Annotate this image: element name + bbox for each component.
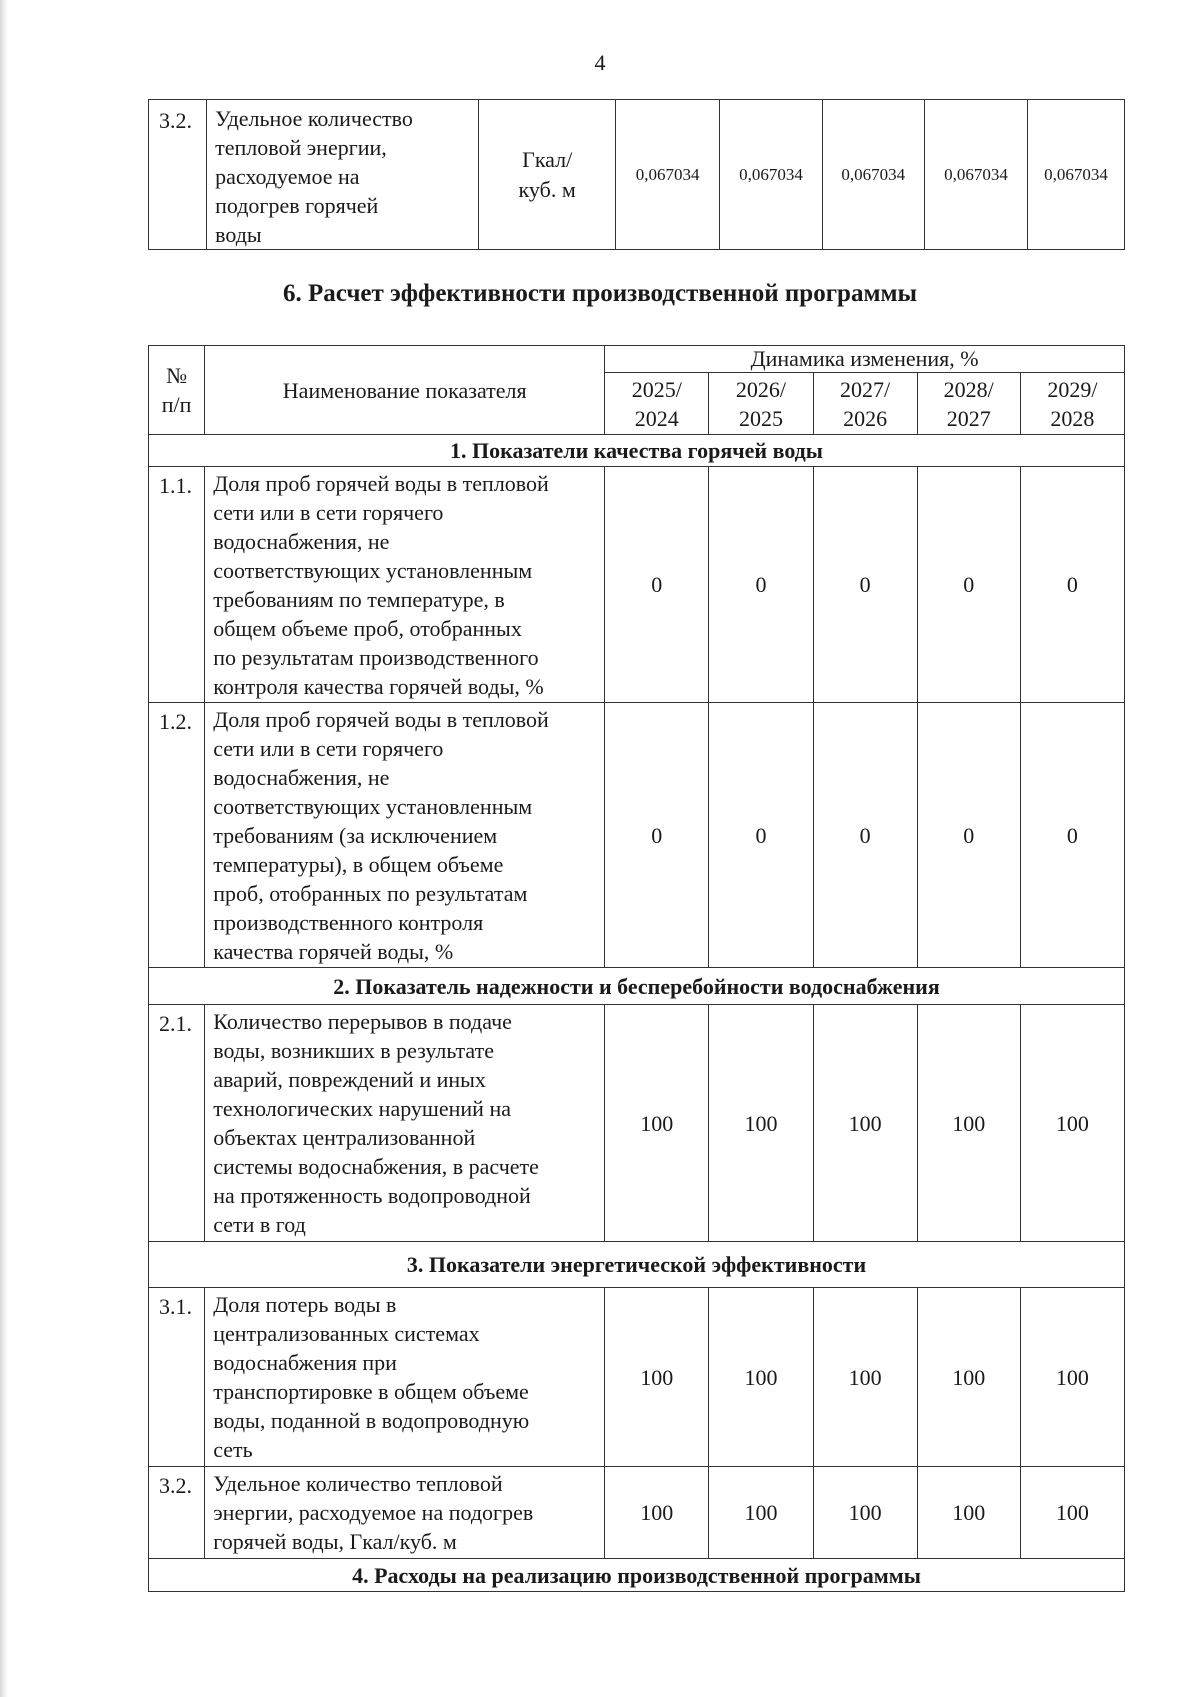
name-line: водоснабжения, не: [213, 529, 390, 554]
header-number-line: №: [166, 363, 188, 388]
row-number: 3.2.: [149, 100, 207, 250]
name-line: температуры), в общем объеме: [213, 852, 504, 877]
value-cell: 100: [813, 1005, 917, 1242]
name-line: Доля проб горячей воды в тепловой: [213, 707, 549, 732]
name-line: соответствующих установленным: [213, 794, 533, 819]
year-line: 2028/: [943, 376, 994, 402]
name-line: требованиям (за исключением: [213, 823, 498, 848]
year-line: 2029/: [1047, 376, 1098, 402]
name-line: технологических нарушений на: [213, 1096, 511, 1121]
section-row: [149, 435, 1125, 467]
name-line: на протяженность водопроводной: [213, 1183, 531, 1208]
carryover-table: [148, 99, 1125, 250]
value-cell: 0,067034: [822, 100, 924, 250]
value-cell: 0,067034: [1028, 100, 1125, 250]
section-row: [149, 1559, 1125, 1592]
section-heading: 6. Расчет эффективности производственной программы: [282, 280, 918, 307]
name-line: сети или в сети горячего: [213, 500, 444, 525]
value-cell: 100: [605, 1467, 709, 1559]
value-cell: 0,067034: [924, 100, 1027, 250]
indicator-name: [205, 1005, 605, 1242]
value-cell: 0: [605, 467, 709, 703]
value-cell: 0: [1020, 703, 1124, 968]
name-line: сети в год: [213, 1212, 306, 1237]
name-line: Доля потерь воды в: [213, 1292, 397, 1317]
row-number: 1.1.: [149, 467, 205, 703]
year-line: 2027: [946, 405, 991, 431]
section-row: [149, 968, 1125, 1005]
name-line: воды: [215, 222, 262, 247]
value-cell: 0,067034: [720, 100, 822, 250]
header-year: [813, 373, 917, 435]
value-cell: 100: [1020, 1005, 1124, 1242]
value-cell: 0: [917, 467, 1020, 703]
section-title: 3. Показатели энергетической эффективности: [149, 1242, 1125, 1288]
table-row: [149, 1288, 1125, 1467]
indicator-name: [205, 703, 605, 968]
year-line: 2024: [634, 405, 679, 431]
value-cell: 100: [813, 1467, 917, 1559]
name-line: Количество перерывов в подаче: [213, 1009, 512, 1034]
row-number: 2.1.: [149, 1005, 205, 1242]
name-line: водоснабжения, не: [213, 765, 390, 790]
header-dynamics: Динамика изменения, %: [605, 346, 1125, 373]
name-line: системы водоснабжения, в расчете: [213, 1154, 539, 1179]
row-number: 1.2.: [149, 703, 205, 968]
unit-line: куб. м: [518, 176, 576, 202]
header-year: [605, 373, 709, 435]
section-title: 1. Показатели качества горячей воды: [149, 435, 1125, 467]
unit-line: Гкал/: [522, 146, 573, 172]
name-line: проб, отобранных по результатам: [213, 881, 528, 906]
value-cell: 100: [917, 1467, 1020, 1559]
name-line: транспортировке в общем объеме: [213, 1379, 529, 1404]
name-line: соответствующих установленным: [213, 558, 533, 583]
year-line: 2028: [1050, 405, 1095, 431]
section-row: [149, 1242, 1125, 1288]
page-number: 4: [594, 50, 606, 75]
year-line: 2026/: [735, 376, 786, 402]
header-year: [709, 373, 813, 435]
name-line: сети или в сети горячего: [213, 736, 444, 761]
name-line: Доля проб горячей воды в тепловой: [213, 471, 549, 496]
year-line: 2026: [843, 405, 888, 431]
table-row: [149, 1005, 1125, 1242]
header-number: [149, 346, 205, 435]
value-cell: 100: [605, 1288, 709, 1467]
name-line: водоснабжения при: [213, 1350, 397, 1375]
year-line: 2025/: [631, 376, 682, 402]
indicator-name: [207, 100, 479, 250]
name-line: энергии, расходуемое на подогрев: [213, 1500, 534, 1525]
table-row: [149, 1467, 1125, 1559]
name-line: сеть: [213, 1437, 253, 1462]
name-line: производственного контроля: [213, 910, 484, 935]
header-indicator-name: Наименование показателя: [205, 346, 605, 435]
value-cell: 100: [709, 1467, 813, 1559]
table-row: [149, 100, 1125, 250]
year-line: 2025: [738, 405, 783, 431]
name-line: воды, возникших в результате: [213, 1038, 495, 1063]
row-number: 3.2.: [149, 1467, 205, 1559]
name-line: требованиям по температуре, в: [213, 587, 505, 612]
value-cell: 100: [1020, 1467, 1124, 1559]
value-cell: 0: [605, 703, 709, 968]
name-line: объектах централизованной: [213, 1125, 476, 1150]
name-line: аварий, повреждений и иных: [213, 1067, 486, 1092]
row-number: 3.1.: [149, 1288, 205, 1467]
value-cell: 100: [917, 1005, 1020, 1242]
value-cell: 0: [813, 467, 917, 703]
header-number-line: п/п: [161, 392, 192, 417]
section-title: 4. Расходы на реализацию производственной программы: [149, 1559, 1125, 1592]
table-row: [149, 467, 1125, 703]
value-cell: 100: [605, 1005, 709, 1242]
name-line: качества горячей воды, %: [213, 939, 454, 964]
name-line: Удельное количество тепловой: [213, 1471, 503, 1496]
value-cell: 0: [709, 467, 813, 703]
value-cell: 100: [709, 1288, 813, 1467]
name-line: воды, поданной в водопроводную: [213, 1408, 530, 1433]
name-line: расходуемое на: [215, 164, 360, 189]
table-row: [149, 703, 1125, 968]
scan-edge-shadow: [0, 0, 8, 1697]
efficiency-table: [148, 345, 1125, 1592]
value-cell: 0: [917, 703, 1020, 968]
name-line: централизованных системах: [213, 1321, 480, 1346]
section-title: 2. Показатель надежности и бесперебойности водоснабжения: [149, 968, 1125, 1005]
value-cell: 100: [917, 1288, 1020, 1467]
indicator-name: [205, 1467, 605, 1559]
indicator-name: [205, 467, 605, 703]
value-cell: 100: [1020, 1288, 1124, 1467]
name-line: общем объеме проб, отобранных: [213, 616, 522, 641]
header-year: [1020, 373, 1124, 435]
name-line: тепловой энергии,: [215, 135, 387, 160]
name-line: Удельное количество: [215, 106, 413, 131]
year-line: 2027/: [840, 376, 891, 402]
name-line: горячей воды, Гкал/куб. м: [213, 1529, 457, 1554]
value-cell: 100: [709, 1005, 813, 1242]
value-cell: 0: [1020, 467, 1124, 703]
value-cell: 0,067034: [615, 100, 719, 250]
value-cell: 100: [813, 1288, 917, 1467]
header-year: [917, 373, 1020, 435]
value-cell: 0: [709, 703, 813, 968]
indicator-name: [205, 1288, 605, 1467]
header-row: [149, 346, 1125, 373]
unit-cell: [479, 100, 616, 250]
name-line: подогрев горячей: [215, 193, 379, 218]
value-cell: 0: [813, 703, 917, 968]
name-line: контроля качества горячей воды, %: [213, 674, 544, 699]
name-line: по результатам производственного: [213, 645, 539, 670]
